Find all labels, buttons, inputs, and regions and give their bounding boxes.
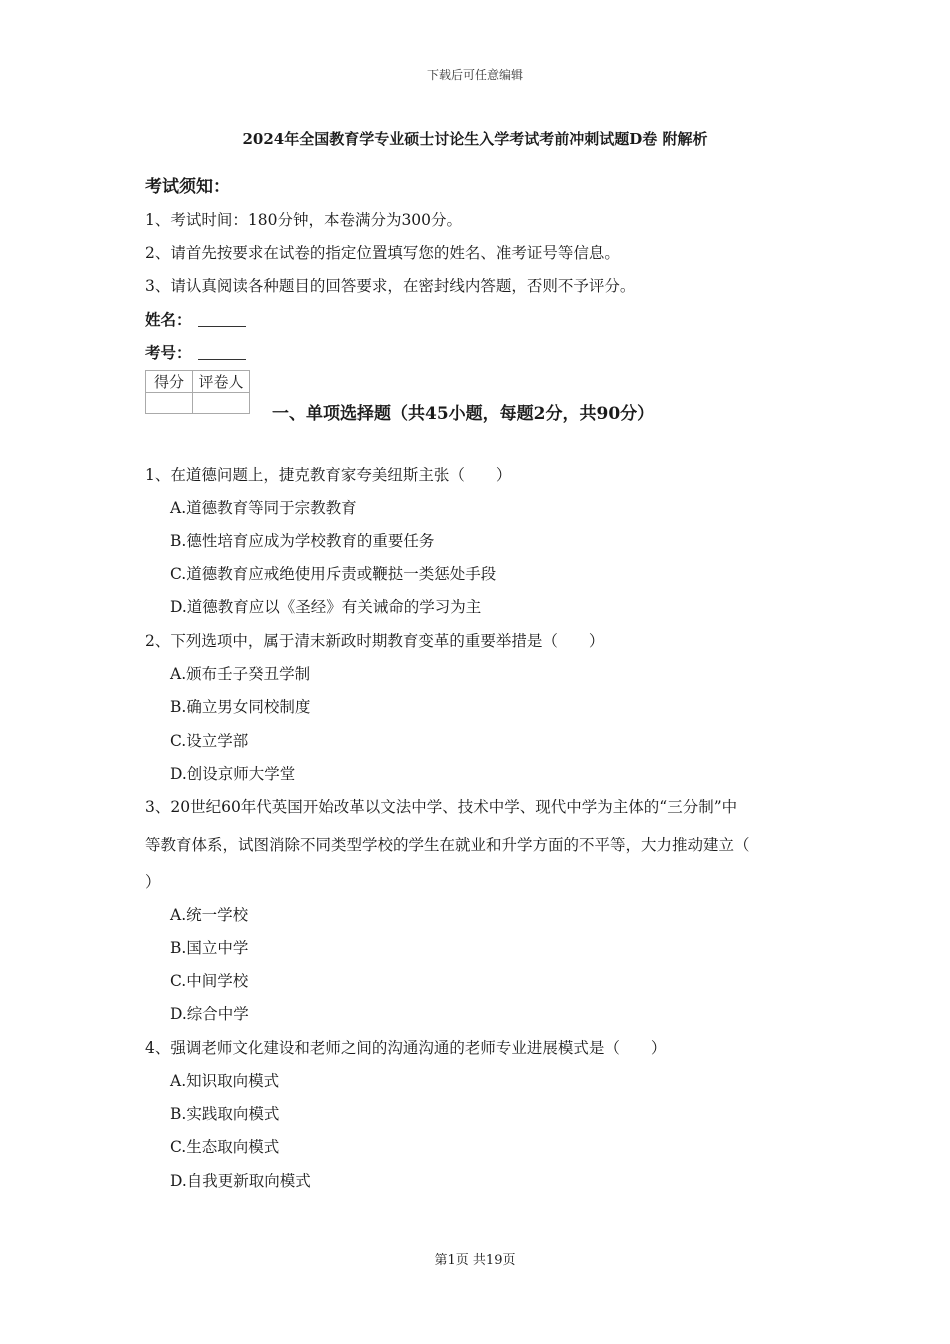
header-note: 下载后可任意编辑 (426, 68, 523, 82)
question-option: C.道德教育应戒绝使用斥责或鞭挞一类惩处手段 (170, 565, 497, 583)
name-label: 姓名： (145, 310, 192, 329)
question-option: B.确立男女同校制度 (170, 698, 311, 716)
notice-item: 1、考试时间：180分钟，本卷满分为300分。 (145, 211, 463, 229)
question-option: D.创设京师大学堂 (170, 765, 296, 783)
question-stem-line: 等教育体系，试图消除不同类型学校的学生在就业和升学方面的不平等，大力推动建立（ (145, 836, 750, 854)
name-blank[interactable] (198, 312, 246, 327)
notice-heading: 考试须知： (145, 177, 230, 197)
question-option: B.实践取向模式 (170, 1105, 280, 1123)
score-table (145, 370, 250, 414)
question-option: A.道德教育等同于宗教教育 (170, 499, 357, 517)
exam-id-label: 考号： (145, 343, 192, 362)
question-stem: 4、强调老师文化建设和老师之间的沟通沟通的老师专业进展模式是（ ） (145, 1039, 667, 1057)
score-cell[interactable] (146, 393, 193, 414)
question-stem-line: 3、20世纪60年代英国开始改革以文法中学、技术中学、现代中学为主体的“三分制”中 (145, 798, 738, 816)
question-option: C.设立学部 (170, 732, 249, 750)
notice-item: 2、请首先按要求在试卷的指定位置填写您的姓名、准考证号等信息。 (145, 244, 620, 262)
question-stem-line: ） (145, 873, 161, 891)
question-option: A.知识取向模式 (170, 1072, 280, 1090)
grader-cell[interactable] (193, 393, 250, 414)
exam-id-blank[interactable] (198, 345, 246, 360)
question-stem: 1、在道德问题上，捷克教育家夸美纽斯主张（ ） (145, 466, 512, 484)
page-footer: 第1页 共19页 (434, 1253, 516, 1268)
question-option: B.国立中学 (170, 939, 249, 957)
question-option: A.颁布壬子癸丑学制 (170, 665, 311, 683)
question-option: C.生态取向模式 (170, 1138, 280, 1156)
question-option: D.道德教育应以《圣经》有关诫命的学习为主 (170, 598, 482, 616)
section-title: 一、单项选择题（共45小题，每题2分，共90分） (272, 404, 655, 424)
question-option: C.中间学校 (170, 972, 249, 990)
document-title: 2024年全国教育学专业硕士讨论生入学考试考前冲刺试题D卷 附解析 (242, 130, 708, 148)
question-option: D.综合中学 (170, 1005, 249, 1023)
question-stem: 2、下列选项中，属于清末新政时期教育变革的重要举措是（ ） (145, 632, 605, 650)
question-option: A.统一学校 (170, 906, 249, 924)
exam-id-field (145, 341, 246, 363)
grader-header: 评卷人 (193, 371, 250, 393)
question-option: D.自我更新取向模式 (170, 1172, 311, 1190)
name-field (145, 308, 246, 330)
question-option: B.德性培育应成为学校教育的重要任务 (170, 532, 435, 550)
score-header: 得分 (146, 371, 193, 393)
notice-item: 3、请认真阅读各种题目的回答要求，在密封线内答题，否则不予评分。 (145, 277, 636, 295)
